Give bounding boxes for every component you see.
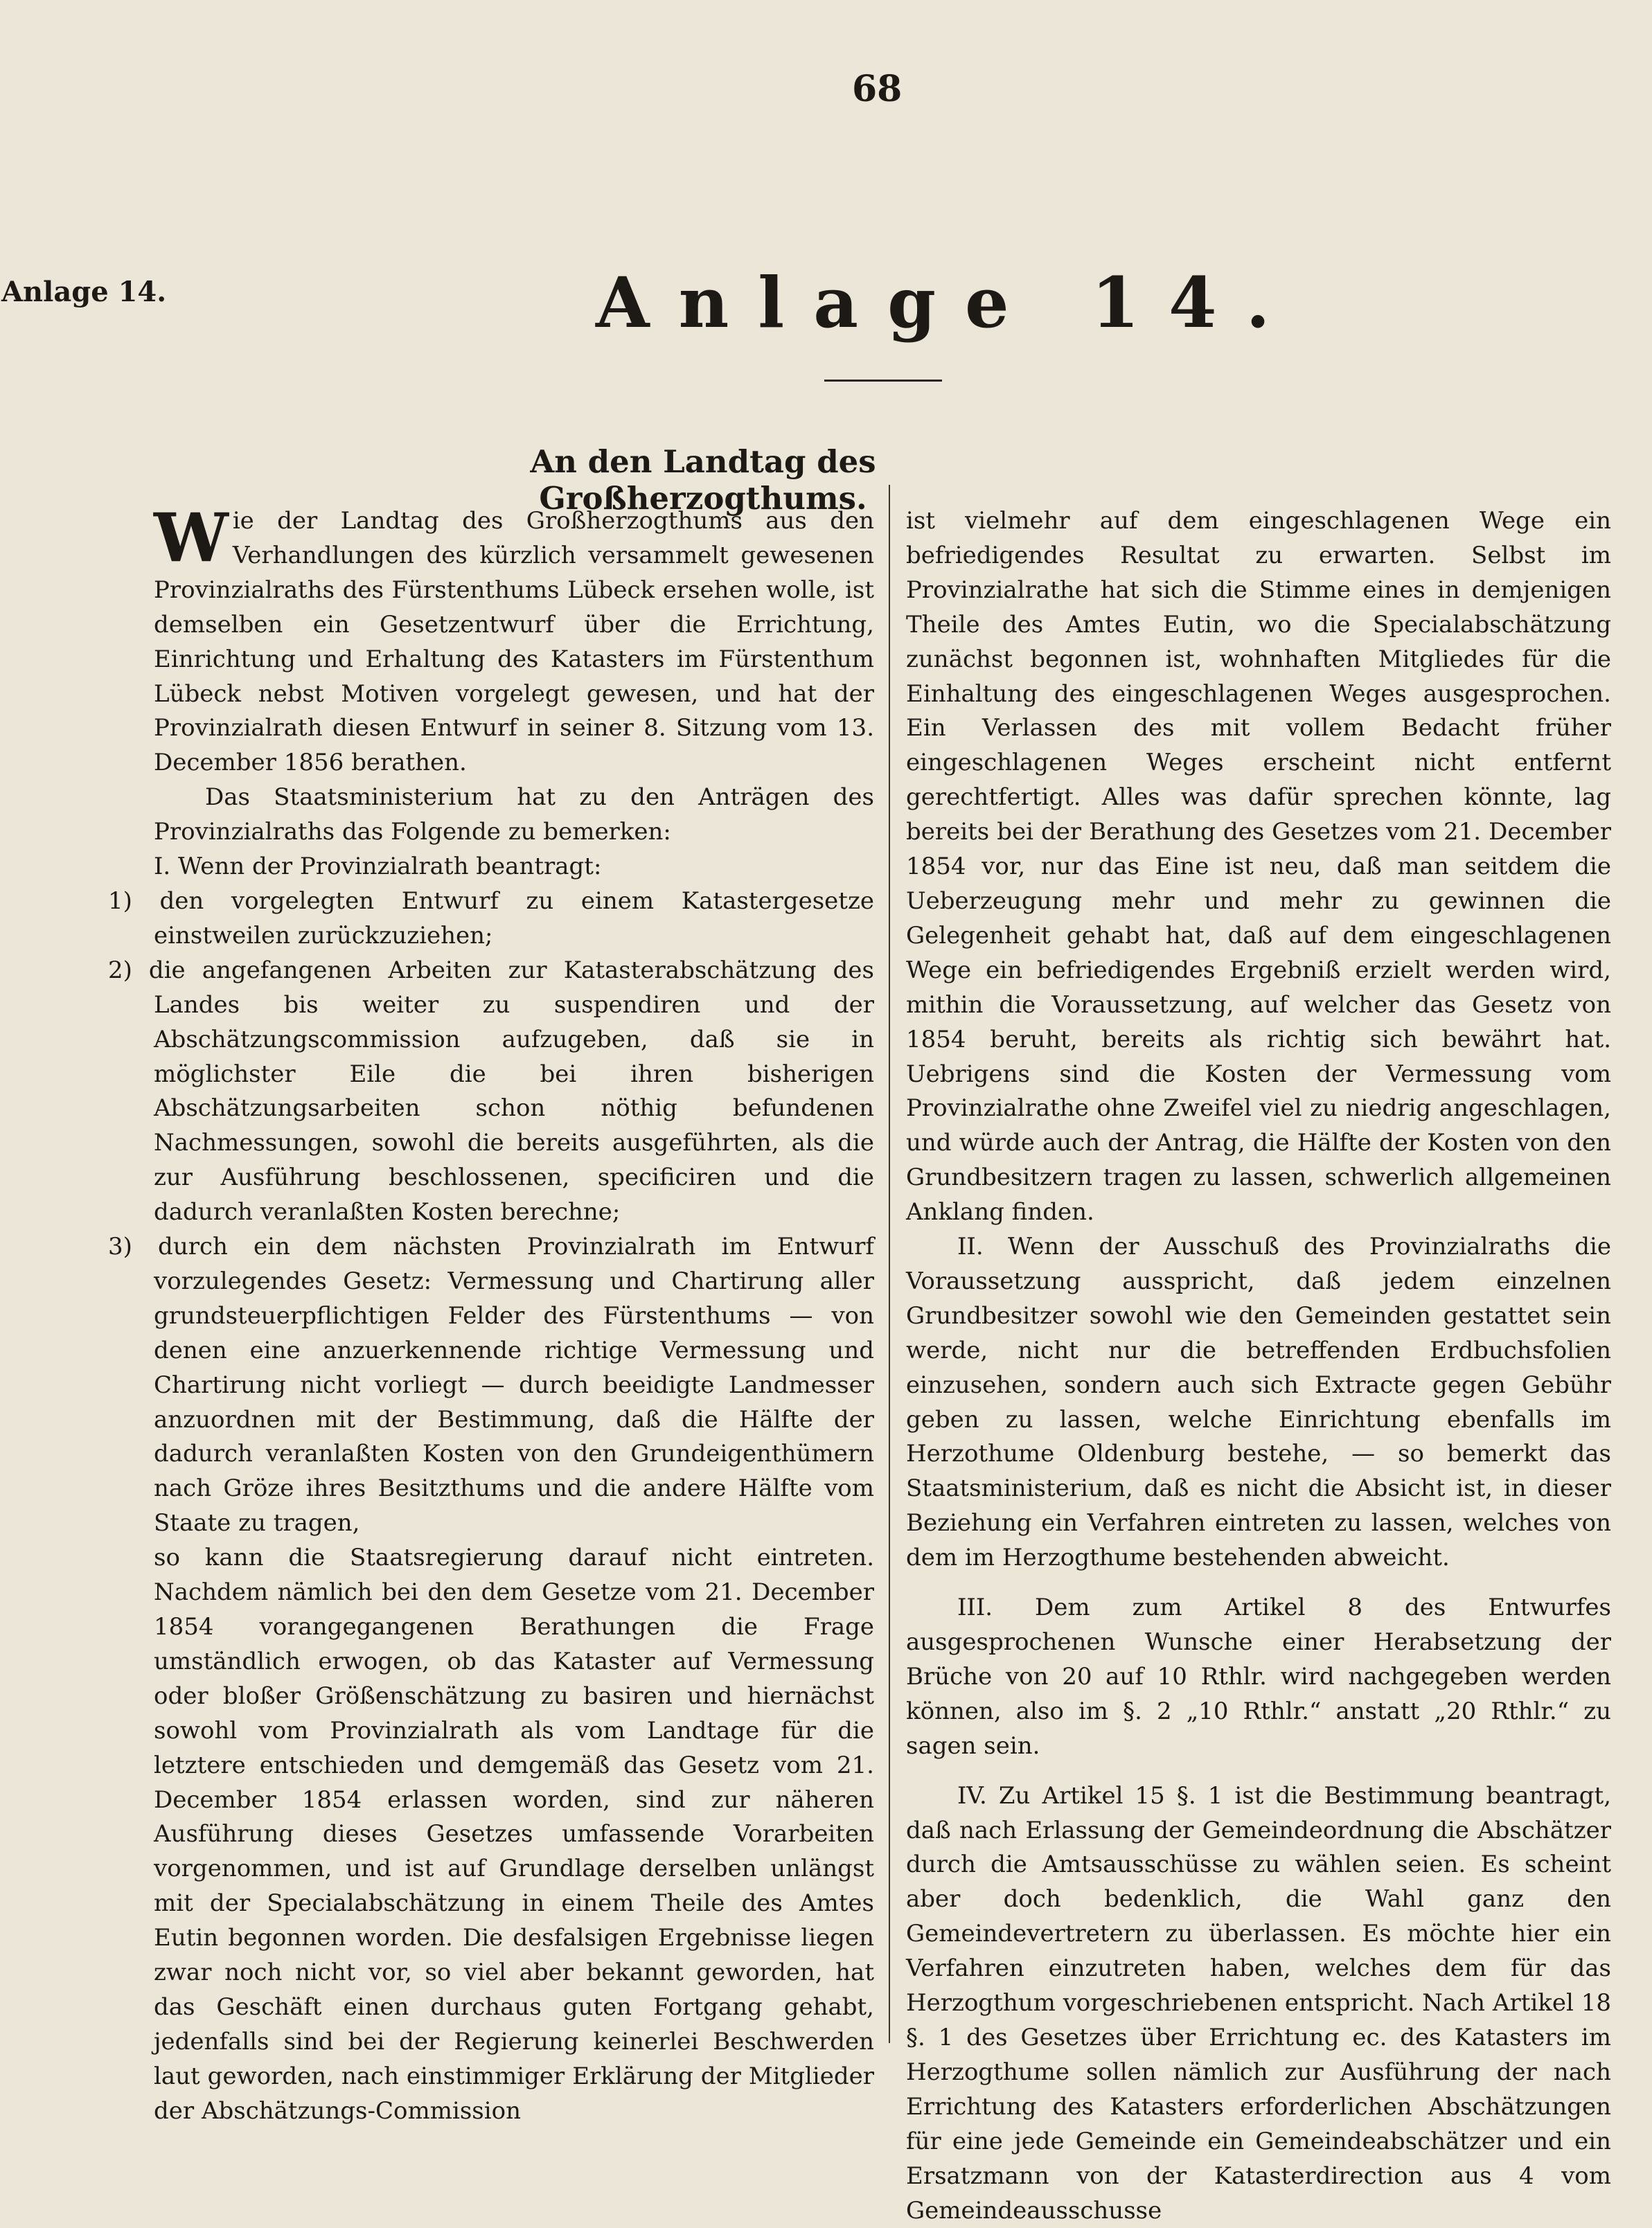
- margin-note: Anlage 14.: [1, 276, 167, 308]
- paragraph-gap: [906, 1764, 1611, 1779]
- right-paragraph-2: II. Wenn der Ausschuß des Provinzialraths die Voraussetzung ausspricht, daß jedem einzelnen Grundbesitzer sowohl wie den Gemeinden gestattet sein werde, nicht nur die betreffenden Erdbuchsfolien einzusehen, sondern auch sich Extracte gegen Gebühr geben zu lassen, welche Einrichtung ebenfalls im Herzothume Oldenburg bestehe, — so bemerkt das Staatsministerium, daß es nicht die Absicht ist, in dieser Beziehung ein Verfahren eintreten zu lassen, welches von dem im Herzogthume bestehenden abweicht.: [906, 1233, 1611, 1572]
- right-paragraph-3: III. Dem zum Artikel 8 des Entwurfes ausgesprochenen Wunsche einer Herabsetzung der Brüche von 20 auf 10 Rthlr. wird nachgegeben werden können, also im §. 2 „10 Rthlr.“ anstatt „20 Rthlr.“ zu sagen sein.: [906, 1594, 1611, 1760]
- left-column: [108, 499, 874, 2129]
- title-rule: [824, 380, 942, 382]
- remark-paragraph: Das Staatsministerium hat zu den Anträgen des Provinzialraths das Folgende zu bemerken:: [154, 783, 874, 846]
- column-divider: [889, 485, 890, 2043]
- list-item-1: 1) den vorgelegten Entwurf zu einem Katastergesetze einstweilen zurückzuziehen;: [108, 886, 874, 950]
- page-number: 68: [852, 68, 903, 110]
- intro-paragraph: Wie der Landtag des Großherzogthums aus den Verhandlungen des kürzlich versammelt gewesenen Provinzialraths des Fürstenthums Lübeck ersehen wolle, ist demselben ein Gesetzentwurf über die Errichtung, Einrichtung und Erhaltung des Katasters im Fürstenthum Lübeck nebst Motiven vorgelegt gewesen, und hat der Provinzialrath diesen Entwurf in seiner 8. Sitzung vom 13. December 1856 berathen.: [154, 499, 874, 777]
- paragraph-gap: [906, 1576, 1611, 1591]
- right-column: [906, 504, 1611, 2228]
- page-title: Anlage 14.: [596, 262, 1299, 344]
- section-1-heading: I. Wenn der Provinzialrath beantragt:: [154, 853, 602, 881]
- right-paragraph-1: ist vielmehr auf dem eingeschlagenen Wege ein befriedigendes Resultat zu erwarten. Selbst im Provinzialrathe hat sich die Stimme eines in demjenigen Theile des Amtes Eutin, wo die Specialabschätzung zunächst begonnen ist, wohnhaften Mitgliedes für die Einhaltung des eingeschlagenen Weges ausgesprochen. Ein Verlassen des mit vollem Bedacht früher eingeschlagenen Weges erscheint nicht entfernt gerechtfertigt. Alles was dafür sprechen könnte, lag bereits bei der Berathung des Gesetzes vom 21. December 1854 vor, nur das Eine ist neu, daß man seitdem die Ueberzeugung mehr und mehr zu gewinnen die Gelegenheit gehabt hat, daß auf dem eingeschlagenen Wege ein befriedigendes Ergebniß erzielt werden wird, mithin die Voraussetzung, auf welcher das Gesetz von 1854 beruht, bereits als richtig sich bewährt hat. Uebrigens sind die Kosten der Vermessung vom Provinzialrathe ohne Zweifel viel zu niedrig angeschlagen, und würde auch der Antrag, die Hälfte der Kosten von den Grundbesitzern tragen zu lassen, schwerlich allgemeinen Anklang finden.: [906, 507, 1611, 1227]
- list-item-3: 3) durch ein dem nächsten Provinzialrath im Entwurf vorzulegendes Gesetz: Vermessung und Chartirung aller grundsteuerpflichtigen Felder des Fürstenthums — von denen eine anzuerkennende richtige Vermessung und Chartirung nicht vorliegt — durch beeidigte Landmesser anzuordnen mit der Bestimmung, daß die Hälfte der dadurch veranlaßten Kosten von den Grundeigenthümern nach Gröze ihres Besitzthums und die andere Hälfte vom Staate zu tragen,: [108, 1233, 874, 1538]
- list-item-2: 2) die angefangenen Arbeiten zur Katasterabschätzung des Landes bis weiter zu suspendiren und der Abschätzungscommission aufzugeben, daß sie in möglichster Eile die bei ihren bisherigen Abschätzungsarbeiten schon nöthig befundenen Nachmessungen, sowohl die bereits ausgeführten, als die zur Ausführung beschlossenen, specificiren und die dadurch veranlaßten Kosten berechne;: [108, 956, 874, 1227]
- right-paragraph-4: IV. Zu Artikel 15 §. 1 ist die Bestimmung beantragt, daß nach Erlassung der Gemeindeordnung die Abschätzer durch die Amtsausschüsse zu wählen seien. Es scheint aber doch bedenklich, die Wahl ganz den Gemeindevertretern zu überlassen. Es möchte hier ein Verfahren einzutreten haben, welches dem für das Herzogthum vorgeschriebenen entspricht. Nach Artikel 18 §. 1 des Gesetzes über Errichtung ec. des Katasters im Herzogthume sollen nämlich zur Ausführung der nach Errichtung des Katasters erforderlichen Abschätzungen für eine jede Gemeinde ein Gemeindeabschätzer und ein Ersatzmann von der Katasterdirection aus 4 vom Gemeindeausschusse: [906, 1781, 1611, 2225]
- page-subtitle: An den Landtag des Großherzogthums.: [530, 443, 876, 517]
- continuation-paragraph: so kann die Staatsregierung darauf nicht eintreten. Nachdem nämlich bei den dem Gesetze vom 21. December 1854 vorangegangenen Berathungen die Frage umständlich erwogen, ob das Kataster auf Vermessung oder bloßer Größenschätzung zu basiren und hiernächst sowohl vom Provinzialrath als vom Landtage für die letztere entschieden und demgemäß das Gesetz vom 21. December 1854 erlassen worden, sind zur näheren Ausführung dieses Gesetzes umfassende Vorarbeiten vorgenommen, und ist auf Grundlage derselben unlängst mit der Specialabschätzung in einem Theile des Amtes Eutin begonnen worden. Die desfalsigen Ergebnisse liegen zwar noch nicht vor, so viel aber bekannt geworden, hat das Geschäft einen durchaus guten Fortgang gehabt, jedenfalls sind bei der Regierung keinerlei Beschwerden laut geworden, nach einstimmiger Erklärung der Mitglieder der Abschätzungs-Commission: [154, 1544, 874, 2125]
